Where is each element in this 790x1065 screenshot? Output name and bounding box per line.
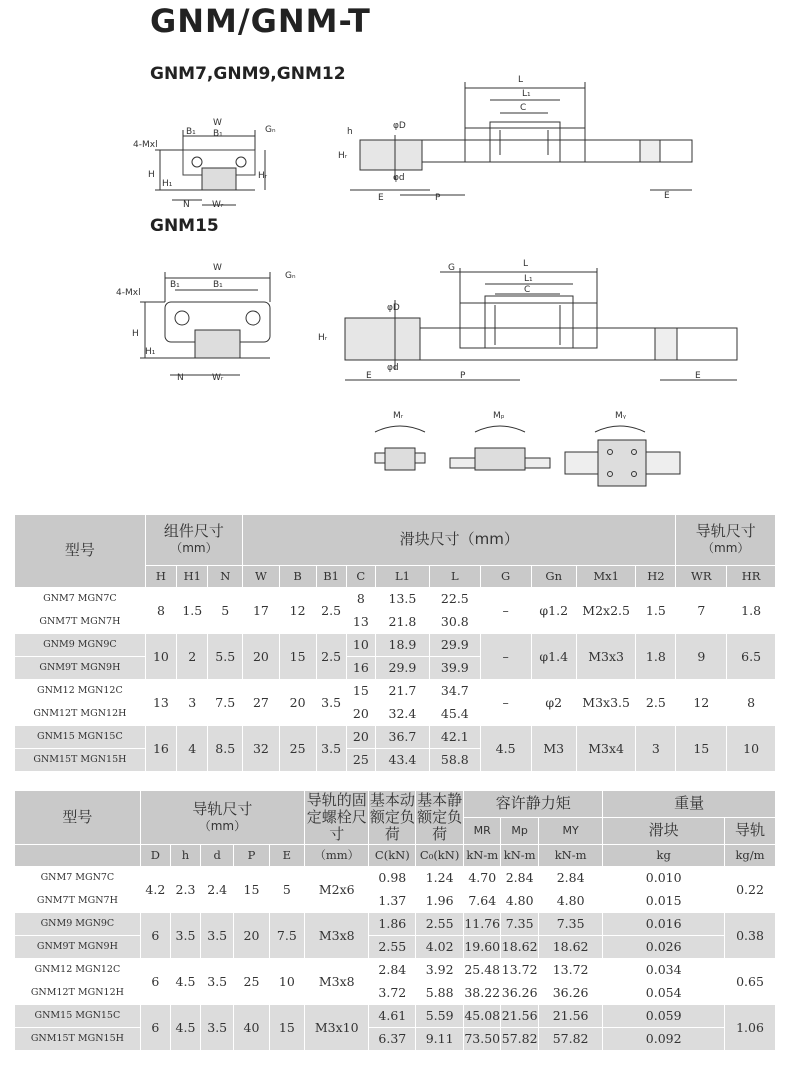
table-cell: M3x10 (305, 1005, 369, 1051)
label-mp: Mₚ (493, 411, 505, 421)
table-cell: 4.80 (538, 890, 602, 913)
table-row (15, 588, 776, 611)
table-cell: 5 (208, 588, 243, 634)
table-cell: 0.054 (603, 982, 725, 1005)
table-cell: 5 (269, 867, 304, 913)
label-4-mx: 4-Mxl (133, 140, 158, 150)
table-cell: Mp (501, 818, 538, 845)
table-cell: 1.24 (416, 867, 464, 890)
label-p-15: P (460, 371, 466, 381)
table-cell: G (480, 566, 531, 588)
table-cell: E (269, 845, 304, 867)
table-cell: P (234, 845, 269, 867)
assembly-header: 组件尺寸 （mm） (145, 515, 242, 566)
table-cell: 3.5 (316, 726, 346, 772)
table-cell: 0.092 (603, 1028, 725, 1051)
table-cell: 3.5 (201, 959, 234, 1005)
model-header: 型号 (15, 515, 146, 588)
label-4-mx-15: 4-Mxl (116, 288, 141, 298)
table-cell: 4.02 (416, 936, 464, 959)
table-cell: 7.5 (269, 913, 304, 959)
table-cell: 2.5 (636, 680, 676, 726)
label-wr-15: Wᵣ (212, 373, 224, 383)
label-h1: H₁ (162, 179, 173, 189)
label-h-15: H (132, 329, 139, 339)
table-cell: 滑块 (603, 818, 725, 845)
model-header-2: 型号 (15, 791, 141, 845)
label-e-left-15: E (366, 371, 372, 381)
table-cell: B1 (316, 566, 346, 588)
table-cell: GNM12 MGN12C (15, 680, 146, 703)
table-cell: 7 (676, 588, 727, 634)
table-cell: 18.9 (375, 634, 429, 657)
table-cell: GNM12T MGN12H (15, 703, 146, 726)
table-cell: 0.015 (603, 890, 725, 913)
table-cell: M2x2.5 (576, 588, 635, 634)
table-cell: 11.76 (464, 913, 501, 936)
table-row (15, 890, 776, 913)
table-cell: 3.5 (170, 913, 200, 959)
table-cell: h (170, 845, 200, 867)
table-cell: 1.5 (636, 588, 676, 634)
table-cell: M3x4 (576, 726, 635, 772)
table-cell: 2.55 (416, 913, 464, 936)
table-cell: 2.55 (369, 936, 416, 959)
table-cell: 10 (727, 726, 776, 772)
table-cell: 25.48 (464, 959, 501, 982)
table-cell: 20 (279, 680, 316, 726)
table-cell: 13 (145, 680, 176, 726)
table-cell: 45.08 (464, 1005, 501, 1028)
table-cell: 13.72 (538, 959, 602, 982)
label-e-left: E (378, 193, 384, 203)
table-cell: 4.2 (140, 867, 170, 913)
table-cell: 4 (177, 726, 208, 772)
table-cell: φ1.4 (531, 634, 576, 680)
table-cell: MY (538, 818, 602, 845)
table-cell: GNM15T MGN15H (15, 1028, 141, 1051)
table-cell: 15 (234, 867, 269, 913)
table-row (15, 726, 776, 749)
table-cell: 25 (346, 749, 375, 772)
table-cell: 7.64 (464, 890, 501, 913)
table-cell: GNM9 MGN9C (15, 634, 146, 657)
table-cell: 21.56 (538, 1005, 602, 1028)
table-cell: 2.5 (316, 588, 346, 634)
label-hr-15: Hᵣ (318, 333, 328, 343)
table-cell: 18.62 (538, 936, 602, 959)
table-cell: 8 (346, 588, 375, 611)
rail-header-2: 导轨尺寸 （mm） (140, 791, 304, 845)
table-cell: M2x6 (305, 867, 369, 913)
table-cell: 0.026 (603, 936, 725, 959)
dynamic-load-header: 基本动额定负荷 (369, 790, 415, 844)
table-cell: 8 (145, 588, 176, 634)
table-cell: 10 (346, 634, 375, 657)
table-cell: 4.5 (170, 959, 200, 1005)
moment-my-diagram (565, 426, 680, 486)
table-cell: 29.9 (375, 657, 429, 680)
page-title: GNM/GNM-T (150, 2, 371, 40)
table-cell: MR (464, 818, 501, 845)
bolt-header: 导轨的固定螺栓尺寸 (305, 791, 369, 845)
table-cell: 27 (243, 680, 280, 726)
label-n-15: N (177, 373, 184, 383)
table-cell: 34.7 (429, 680, 480, 703)
table-cell: 30.8 (429, 611, 480, 634)
table-cell: GNM7T MGN7H (15, 611, 146, 634)
table-cell: 4.5 (170, 1005, 200, 1051)
table-cell: 36.26 (538, 982, 602, 1005)
table-cell: Gn (531, 566, 576, 588)
label-mr: Mᵣ (393, 411, 404, 421)
table-row (15, 1028, 776, 1051)
table-row (15, 1005, 776, 1028)
table-cell: 13.72 (501, 959, 538, 982)
table-cell: （mm） (305, 845, 369, 867)
table-cell: kg (603, 845, 725, 867)
table-cell: 0.034 (603, 959, 725, 982)
table-cell: 2.84 (501, 867, 538, 890)
table-cell: 13 (346, 611, 375, 634)
table-cell: 0.65 (724, 959, 775, 1005)
table-cell: 15 (346, 680, 375, 703)
table-cell: 1.37 (369, 890, 416, 913)
table-cell: 73.50 (464, 1028, 501, 1051)
table-cell: 6 (140, 913, 170, 959)
table-cell: 21.8 (375, 611, 429, 634)
table-cell: 32.4 (375, 703, 429, 726)
label-b-15: B₁ (213, 280, 223, 290)
table-cell: 21.7 (375, 680, 429, 703)
label-c-15: C (524, 285, 531, 295)
table-cell: GNM15 MGN15C (15, 726, 146, 749)
label-n: N (183, 200, 190, 210)
label-b: B₁ (213, 129, 223, 139)
table-cell: 7.35 (501, 913, 538, 936)
label-phi-d: φD (393, 121, 406, 131)
table-cell: 3.72 (369, 982, 416, 1005)
table-cell: 0.38 (724, 913, 775, 959)
table-cell: 8.5 (208, 726, 243, 772)
end-view-gnm15-drawing (140, 272, 270, 375)
table-cell: GNM7 MGN7C (15, 867, 141, 890)
table-cell: 39.9 (429, 657, 480, 680)
table-cell: 3 (177, 680, 208, 726)
label-e-right-15: E (695, 371, 701, 381)
table-cell: 0.059 (603, 1005, 725, 1028)
table-cell: 1.8 (636, 634, 676, 680)
table-cell: 6.37 (369, 1028, 416, 1051)
table-cell: 32 (243, 726, 280, 772)
series-heading-small: GNM7,GNM9,GNM12 (150, 64, 346, 84)
table-cell: – (480, 634, 531, 680)
label-gn-15: Gₙ (285, 271, 296, 281)
table-cell: GNM15 MGN15C (15, 1005, 141, 1028)
technical-drawings (0, 0, 790, 500)
table-cell: – (480, 680, 531, 726)
end-view-small-drawing (155, 130, 265, 205)
table-cell: 36.26 (501, 982, 538, 1005)
table-cell: GNM7T MGN7H (15, 890, 141, 913)
table-cell: 0.010 (603, 867, 725, 890)
table-cell: M3x8 (305, 913, 369, 959)
table-cell: 16 (346, 657, 375, 680)
table-cell: 1.86 (369, 913, 416, 936)
table-cell: 9.11 (416, 1028, 464, 1051)
table-cell: 45.4 (429, 703, 480, 726)
table-cell: GNM9T MGN9H (15, 936, 141, 959)
table-cell: GNM9 MGN9C (15, 913, 141, 936)
static-load-header: 基本静额定负荷 (417, 790, 463, 844)
label-l1-15: L₁ (524, 274, 533, 284)
table-cell: 6 (140, 1005, 170, 1051)
table-row (15, 634, 776, 657)
table-cell: 0.016 (603, 913, 725, 936)
table-cell: 4.70 (464, 867, 501, 890)
label-hr-side: Hᵣ (338, 151, 348, 161)
table-cell: 25 (279, 726, 316, 772)
table-cell: C(kN) (369, 845, 416, 867)
table-cell: H2 (636, 566, 676, 588)
table-cell: 2.3 (170, 867, 200, 913)
table-cell: 22.5 (429, 588, 480, 611)
table-cell: C (346, 566, 375, 588)
table-cell: 38.22 (464, 982, 501, 1005)
table-cell: WR (676, 566, 727, 588)
table-cell: 3.92 (416, 959, 464, 982)
moment-mp-diagram (450, 426, 550, 470)
table-row (15, 959, 776, 982)
label-phi-d-15: φD (387, 303, 400, 313)
label-l-15: L (523, 259, 529, 269)
table-cell: 13.5 (375, 588, 429, 611)
label-h1-15: H₁ (145, 347, 156, 357)
table-cell: φ2 (531, 680, 576, 726)
table-cell: 10 (269, 959, 304, 1005)
table-cell: H1 (177, 566, 208, 588)
label-b1: B₁ (186, 127, 196, 137)
label-e-right: E (664, 191, 670, 201)
table-cell: 15 (279, 634, 316, 680)
table-cell: 20 (234, 913, 269, 959)
label-my: Mᵧ (615, 411, 627, 421)
table-cell: 40 (234, 1005, 269, 1051)
table-row (15, 936, 776, 959)
label-w: W (213, 118, 222, 128)
label-phi-d-small: φd (393, 173, 405, 183)
table-cell: GNM15T MGN15H (15, 749, 146, 772)
label-phi-d-small-15: φd (387, 363, 399, 373)
table-cell: 29.9 (429, 634, 480, 657)
table-cell: – (480, 588, 531, 634)
table-cell: 导轨 (724, 818, 775, 845)
table-cell: M3 (531, 726, 576, 772)
table-cell: GNM9T MGN9H (15, 657, 146, 680)
label-w-15: W (213, 263, 222, 273)
table-cell: 1.96 (416, 890, 464, 913)
table-cell: 57.82 (538, 1028, 602, 1051)
table-cell: H (145, 566, 176, 588)
table-cell: 58.8 (429, 749, 480, 772)
side-view-gnm15-drawing (345, 268, 737, 380)
table-cell: 21.56 (501, 1005, 538, 1028)
table-cell: B (279, 566, 316, 588)
table-row (15, 982, 776, 1005)
table-row (15, 867, 776, 890)
table-cell: L1 (375, 566, 429, 588)
table-cell: HR (727, 566, 776, 588)
table-cell: GNM12 MGN12C (15, 959, 141, 982)
table-cell: Mx1 (576, 566, 635, 588)
table-cell: 3.5 (201, 913, 234, 959)
table-cell: 2.84 (369, 959, 416, 982)
table-cell: 0.98 (369, 867, 416, 890)
block-dimensions-table (14, 514, 776, 772)
label-hr: Hᵣ (258, 171, 268, 181)
table-cell: kN-m (501, 845, 538, 867)
load-rating-table (14, 790, 776, 1051)
table-cell: 1.5 (177, 588, 208, 634)
table-cell (15, 845, 141, 867)
moment-header: 容许静力矩 (464, 791, 603, 818)
block-header: 滑块尺寸（mm） (243, 515, 676, 566)
table-cell: L (429, 566, 480, 588)
table-cell: 5.5 (208, 634, 243, 680)
table-cell: W (243, 566, 280, 588)
table-cell: C₀(kN) (416, 845, 464, 867)
table-cell: GNM7 MGN7C (15, 588, 146, 611)
label-h: H (148, 170, 155, 180)
table-cell: 15 (269, 1005, 304, 1051)
table-cell: M3x8 (305, 959, 369, 1005)
table-cell: 5.59 (416, 1005, 464, 1028)
table-cell: 3 (636, 726, 676, 772)
table-cell: kg/m (724, 845, 775, 867)
table-cell: D (140, 845, 170, 867)
table-cell: 8 (727, 680, 776, 726)
table-cell: 36.7 (375, 726, 429, 749)
table-cell: 18.62 (501, 936, 538, 959)
table-cell: 17 (243, 588, 280, 634)
rail-header: 导轨尺寸 （mm） (676, 515, 776, 566)
table-cell: 19.60 (464, 936, 501, 959)
table-cell: kN-m (464, 845, 501, 867)
label-wr: Wᵣ (212, 200, 224, 210)
table-cell: 15 (676, 726, 727, 772)
table-cell: M3x3.5 (576, 680, 635, 726)
table-cell: 20 (346, 726, 375, 749)
label-p: P (435, 193, 441, 203)
moment-mr-diagram (375, 426, 425, 470)
table-cell: 16 (145, 726, 176, 772)
table-cell: φ1.2 (531, 588, 576, 634)
table-cell: 4.80 (501, 890, 538, 913)
table-cell: 20 (346, 703, 375, 726)
table-cell: M3x3 (576, 634, 635, 680)
table-cell: 9 (676, 634, 727, 680)
table-cell: 3.5 (201, 1005, 234, 1051)
label-h-small: h (347, 127, 353, 137)
table-cell: 20 (243, 634, 280, 680)
table-cell: 2.84 (538, 867, 602, 890)
table-cell: N (208, 566, 243, 588)
table-cell: 2 (177, 634, 208, 680)
table-cell: 42.1 (429, 726, 480, 749)
label-l: L (518, 75, 524, 85)
table-cell: 2.4 (201, 867, 234, 913)
table-cell: 10 (145, 634, 176, 680)
table-cell: 6 (140, 959, 170, 1005)
label-b1-15: B₁ (170, 280, 180, 290)
label-g: G (448, 263, 455, 273)
table-cell: 6.5 (727, 634, 776, 680)
table-cell: 4.61 (369, 1005, 416, 1028)
table-row (15, 680, 776, 703)
label-l1: L₁ (522, 89, 531, 99)
table-cell: 1.06 (724, 1005, 775, 1051)
weight-header: 重量 (603, 791, 776, 818)
table-cell: 12 (279, 588, 316, 634)
label-gn: Gₙ (265, 125, 276, 135)
table-cell: kN-m (538, 845, 602, 867)
table-cell: 3.5 (316, 680, 346, 726)
label-c: C (520, 103, 527, 113)
table-row (15, 913, 776, 936)
table-cell: 2.5 (316, 634, 346, 680)
table-cell: 43.4 (375, 749, 429, 772)
table-cell: 25 (234, 959, 269, 1005)
table-cell: 12 (676, 680, 727, 726)
table-cell: 4.5 (480, 726, 531, 772)
table-cell: GNM12T MGN12H (15, 982, 141, 1005)
table-cell: 5.88 (416, 982, 464, 1005)
table-cell: 57.82 (501, 1028, 538, 1051)
table-cell: d (201, 845, 234, 867)
table-cell: 7.5 (208, 680, 243, 726)
table-cell: 1.8 (727, 588, 776, 634)
series-heading-gnm15: GNM15 (150, 216, 219, 236)
table-cell: 0.22 (724, 867, 775, 913)
table-cell: 7.35 (538, 913, 602, 936)
